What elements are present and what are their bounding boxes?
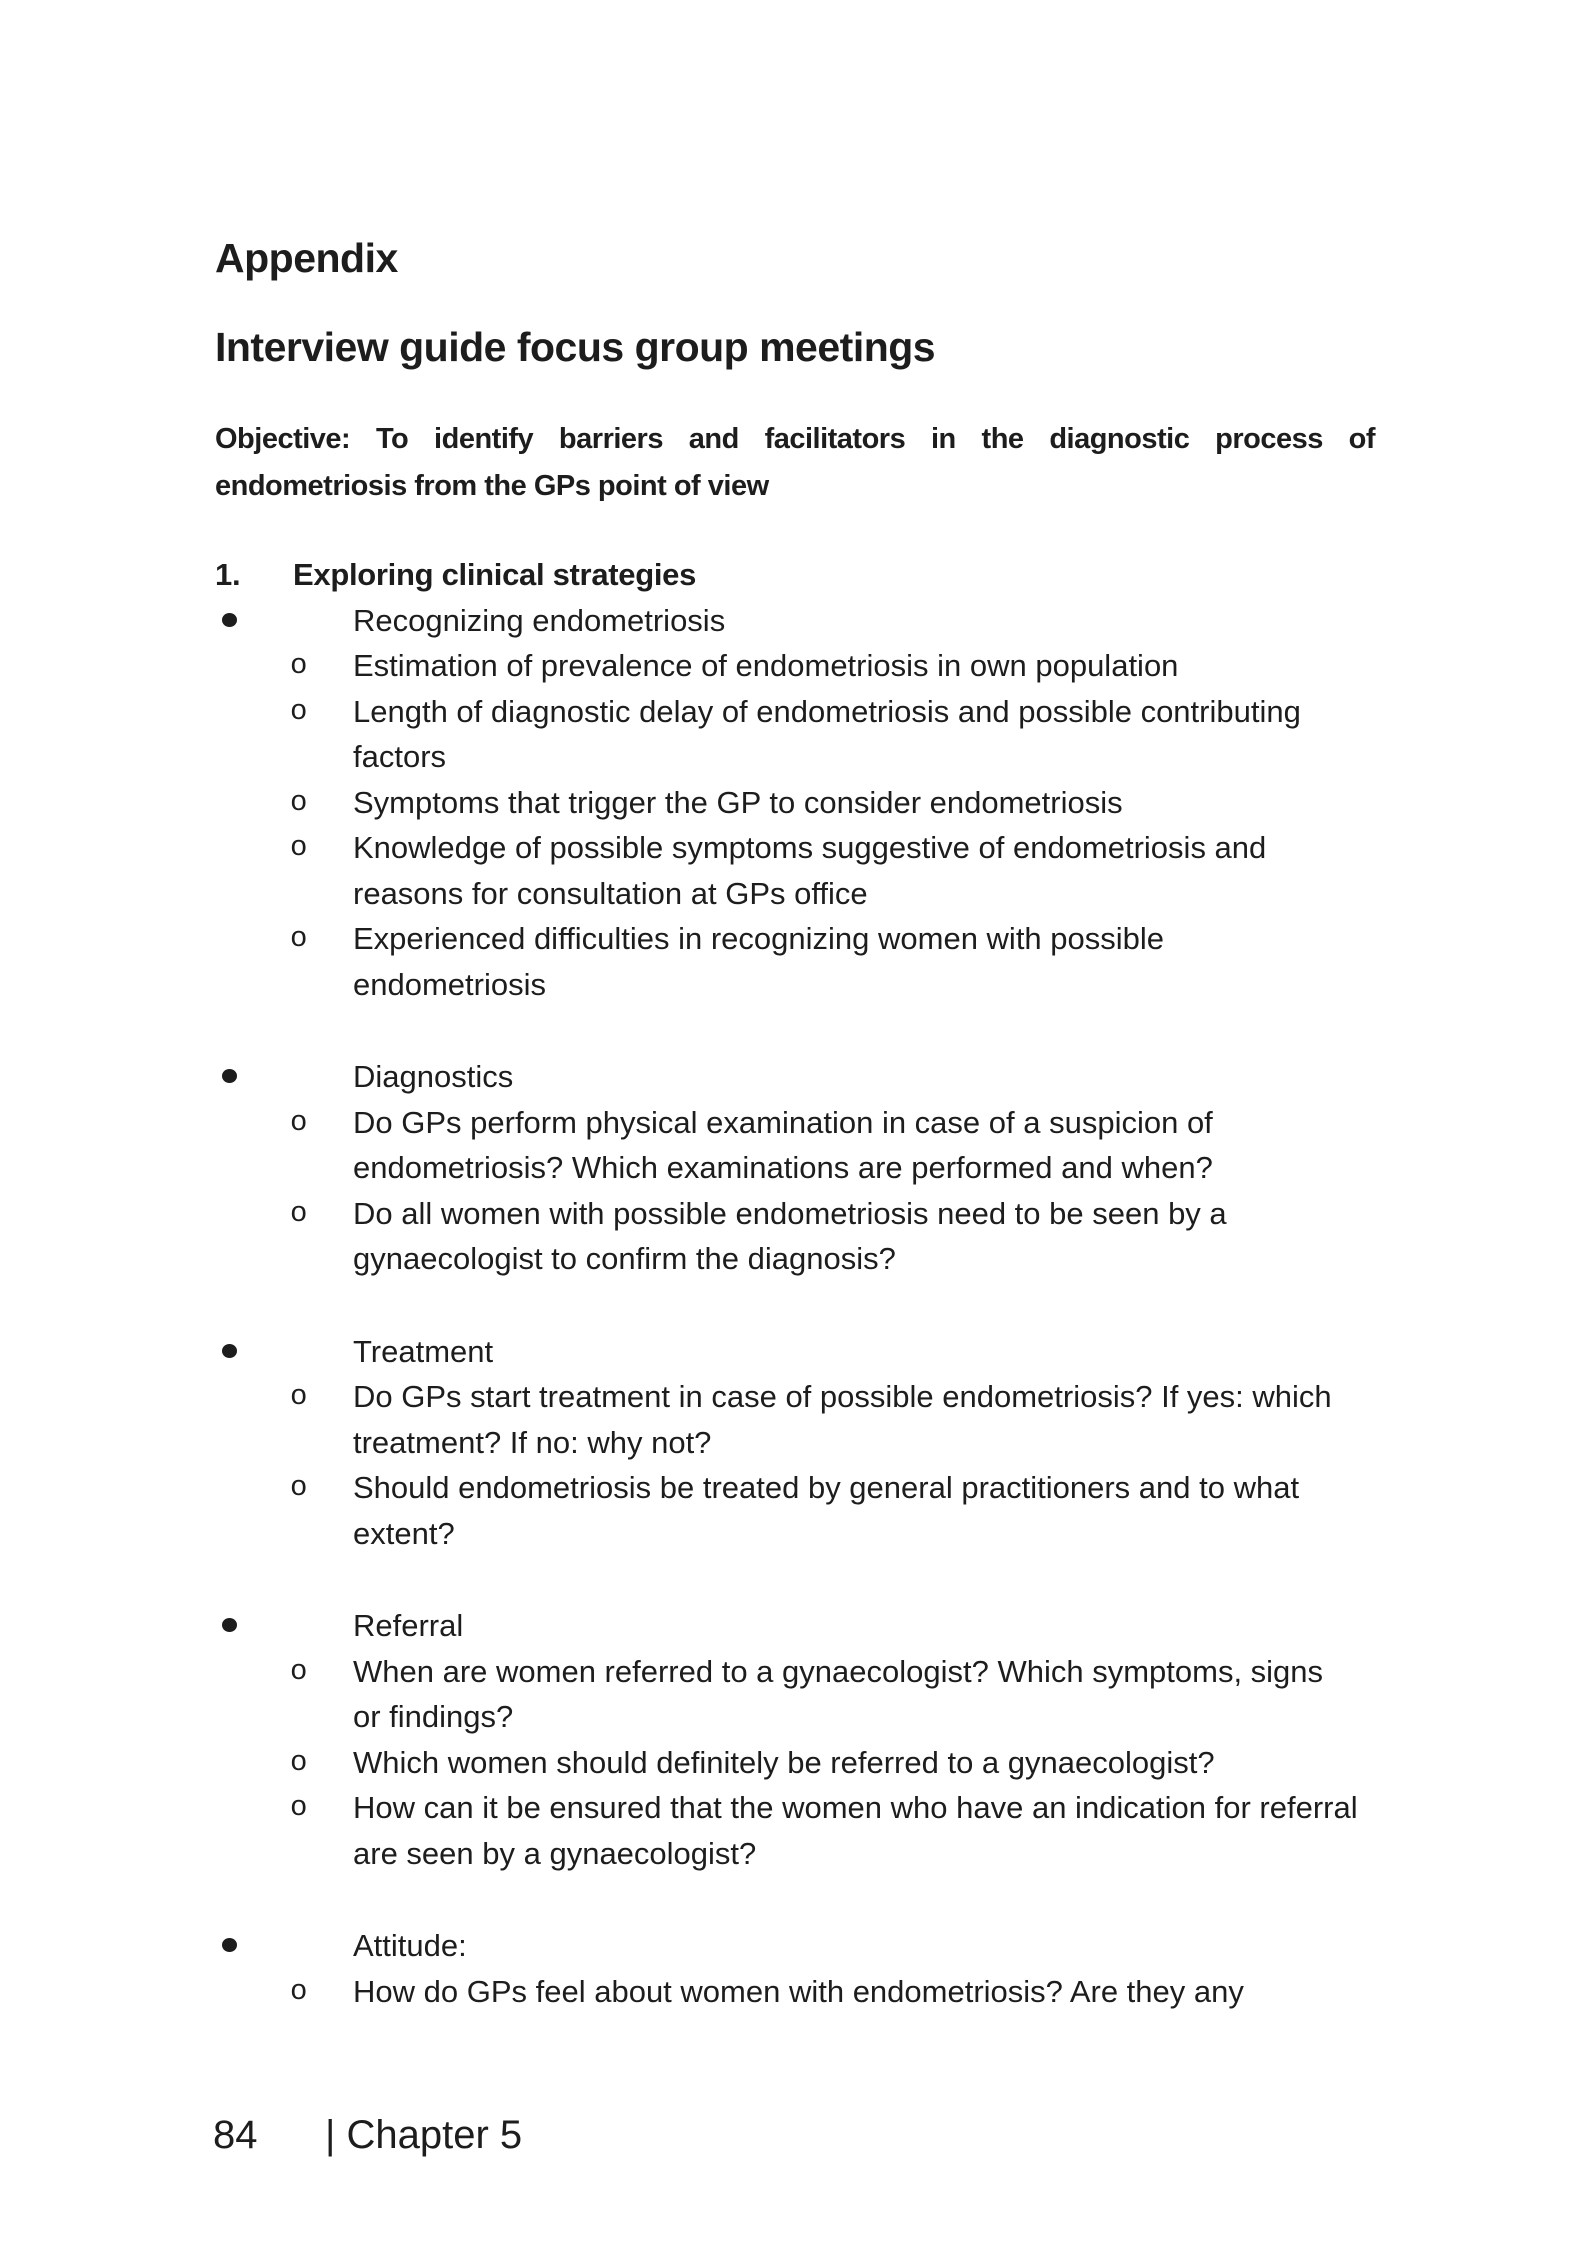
bullet-icon bbox=[222, 1069, 237, 1083]
page-subtitle: Interview guide focus group meetings bbox=[215, 324, 936, 370]
topic-group-header bbox=[215, 598, 1375, 644]
list-item-text: Should endometriosis be treated by general practitioners and to what extent? bbox=[353, 1470, 1300, 1551]
list-item bbox=[215, 780, 1358, 826]
footer-page-number: 84 bbox=[213, 2113, 258, 2157]
topic-group bbox=[215, 1603, 1375, 1876]
list-item-text: How can it be ensured that the women who have an indication for referral are seen by a gynaecologist? bbox=[353, 1790, 1358, 1871]
document-page bbox=[215, 0, 1375, 2014]
list-item bbox=[215, 1100, 1358, 1191]
list-item-text: Which women should definitely be referred to a gynaecologist? bbox=[353, 1744, 1215, 1780]
sub-bullet-marker: o bbox=[290, 1791, 308, 1824]
sub-bullet-marker: o bbox=[290, 1974, 308, 2008]
list-item-text: Length of diagnostic delay of endometriosis and possible contributing factors bbox=[353, 693, 1301, 774]
sub-bullet-marker: o bbox=[290, 1471, 308, 1504]
interview-guide-list bbox=[215, 552, 1375, 2014]
list-item bbox=[215, 916, 1358, 1007]
sub-bullet-marker: o bbox=[290, 1105, 308, 1139]
list-item bbox=[215, 825, 1358, 916]
list-item-text: Symptoms that trigger the GP to consider endometriosis bbox=[353, 784, 1123, 820]
objective-line-1: Objective: To identify barriers and facilitators in the diagnostic process of bbox=[215, 423, 1375, 455]
objective-paragraph bbox=[215, 416, 1375, 510]
sub-bullet-marker: o bbox=[290, 785, 308, 819]
sub-bullet-marker: o bbox=[290, 694, 308, 728]
topic-label: Attitude: bbox=[353, 1928, 467, 1963]
topic-group-header bbox=[215, 1923, 1375, 1969]
topic-label: Recognizing endometriosis bbox=[353, 602, 726, 638]
list-item bbox=[215, 689, 1358, 780]
topic-group-header bbox=[215, 1329, 1375, 1375]
topic-groups bbox=[215, 598, 1375, 2015]
list-item-text: Estimation of prevalence of endometriosis in own population bbox=[353, 648, 1179, 683]
page-footer bbox=[0, 2112, 1586, 2172]
list-item-text: Do GPs start treatment in case of possible endometriosis? If yes: which treatment? If no: why not? bbox=[353, 1379, 1332, 1460]
topic-group bbox=[215, 1329, 1375, 1557]
list-item bbox=[215, 1191, 1358, 1282]
sub-bullet-marker: o bbox=[290, 649, 308, 682]
list-item-text: Do all women with possible endometriosis need to be seen by a gynaecologist to confirm the diagnosis? bbox=[353, 1195, 1227, 1276]
list-item bbox=[215, 1465, 1358, 1556]
bullet-icon bbox=[222, 1344, 237, 1358]
list-item-text: Do GPs perform physical examination in case of a suspicion of endometriosis? Which examinations are performed and when? bbox=[353, 1104, 1213, 1185]
list-item-text: How do GPs feel about women with endometriosis? Are they any bbox=[353, 1973, 1244, 2009]
sub-bullet-marker: o bbox=[290, 1380, 308, 1413]
list-item-text: Knowledge of possible symptoms suggestive of endometriosis and reasons for consultation at GPs office bbox=[353, 830, 1267, 911]
topic-label: Treatment bbox=[353, 1333, 494, 1369]
page-title: Appendix bbox=[215, 235, 398, 281]
section-heading-text: Exploring clinical strategies bbox=[293, 557, 697, 592]
footer-chapter-label: | Chapter 5 bbox=[325, 2113, 523, 2157]
bullet-icon bbox=[222, 1618, 237, 1632]
bullet-icon bbox=[222, 1938, 237, 1952]
sub-bullet-marker: o bbox=[290, 831, 308, 864]
section-number: 1. bbox=[215, 557, 241, 592]
sub-bullet-marker: o bbox=[290, 1654, 308, 1688]
bullet-icon bbox=[222, 613, 237, 627]
list-item bbox=[215, 1649, 1358, 1740]
sub-bullet-marker: o bbox=[290, 1745, 308, 1779]
topic-group bbox=[215, 1054, 1375, 1282]
list-item-text: When are women referred to a gynaecologist? Which symptoms, signs or findings? bbox=[353, 1653, 1324, 1734]
topic-group-header bbox=[215, 1603, 1375, 1649]
topic-group bbox=[215, 1923, 1375, 2014]
list-item bbox=[215, 643, 1358, 689]
list-item-text: Experienced difficulties in recognizing women with possible endometriosis bbox=[353, 921, 1165, 1002]
topic-group bbox=[215, 598, 1375, 1008]
list-item bbox=[215, 1374, 1358, 1465]
sub-bullet-marker: o bbox=[290, 1196, 308, 1230]
topic-label: Diagnostics bbox=[353, 1059, 514, 1094]
objective-line-2: endometriosis from the GPs point of view bbox=[215, 470, 769, 502]
list-item bbox=[215, 1740, 1358, 1786]
topic-group-header bbox=[215, 1054, 1375, 1100]
sub-bullet-marker: o bbox=[290, 922, 308, 955]
topic-label: Referral bbox=[353, 1608, 464, 1643]
list-item bbox=[215, 1785, 1358, 1876]
section-heading bbox=[215, 552, 1375, 598]
list-item bbox=[215, 1969, 1358, 2015]
